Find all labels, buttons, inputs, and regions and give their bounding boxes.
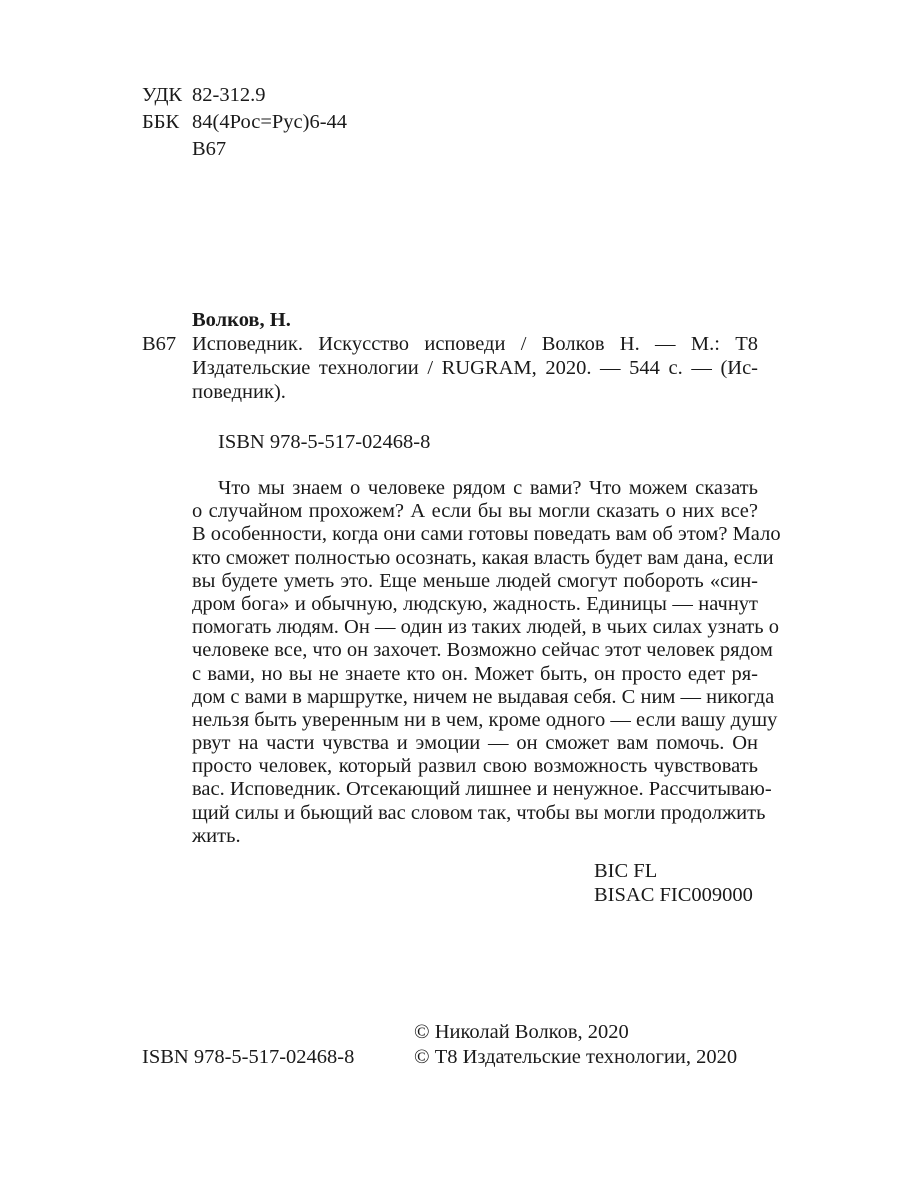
udk-value: 82-312.9	[192, 84, 266, 106]
copyright-author: © Николай Волков, 2020	[414, 1021, 629, 1043]
bbk-value: 84(4Рос=Рус)6-44	[192, 111, 348, 133]
author-mark: В67	[142, 333, 177, 355]
annotation-line: о случайном прохожем? А если бы вы могли сказать о них все?	[192, 500, 758, 523]
bbk-label: ББК	[142, 111, 180, 133]
record-isbn: ISBN 978-5-517-02468-8	[218, 431, 431, 453]
annotation-line: нельзя быть уверенным ни в чем, кроме одного — если вашу душу	[192, 708, 778, 731]
annotation-line: дром бога» и обычную, людскую, жадность. Единицы — начнут	[192, 592, 758, 615]
annotation-line: Что мы знаем о человеке рядом с вами? Что можем сказать	[218, 477, 758, 499]
annotation-line: вы будете уметь это. Еще меньше людей смогут побороть «син-	[192, 569, 758, 592]
annotation-line: помогать людям. Он — один из таких людей, в чьих силах узнать о	[192, 616, 779, 639]
annotation-line: В особенности, когда они сами готовы поведать вам об этом? Мало	[192, 523, 781, 546]
annotation-line: дом с вами в маршрутке, ничем не выдавая себя. С ним — никогда	[192, 685, 775, 708]
annotation-line: жить.	[192, 824, 241, 847]
description-line: Исповедник. Искусство исповеди / Волков Н. — М.: Т8	[192, 333, 758, 355]
description-line: поведник).	[192, 381, 286, 403]
description-line: Издательские технологии / RUGRAM, 2020. — 544 с. — (Ис-	[192, 357, 758, 379]
udk-label: УДК	[142, 84, 183, 106]
annotation-line: рвут на части чувства и эмоции — он сможет вам помочь. Он	[192, 732, 758, 755]
annotation-line: с вами, но вы не знаете кто он. Может быть, он просто едет ря-	[192, 662, 758, 685]
bisac-code: BISAC FIC009000	[594, 884, 753, 906]
copyright-publisher: © Т8 Издательские технологии, 2020	[414, 1046, 738, 1068]
annotation-line: кто сможет полностью осознать, какая власть будет вам дана, если	[192, 546, 774, 569]
footer-isbn: ISBN 978-5-517-02468-8	[142, 1046, 355, 1068]
annotation-paragraph	[192, 477, 781, 848]
annotation-line: щий силы и бьющий вас словом так, чтобы вы могли продолжить	[192, 801, 766, 824]
annotation-line: вас. Исповедник. Отсекающий лишнее и ненужное. Рассчитываю-	[192, 778, 772, 801]
annotation-line: просто человек, который развил свою возможность чувствовать	[192, 755, 758, 778]
author-heading: Волков, Н.	[192, 309, 291, 331]
author-mark-top: В67	[192, 138, 227, 160]
annotation-line: человеке все, что он захочет. Возможно сейчас этот человек рядом	[192, 639, 773, 662]
bic-code: BIC FL	[594, 860, 658, 882]
